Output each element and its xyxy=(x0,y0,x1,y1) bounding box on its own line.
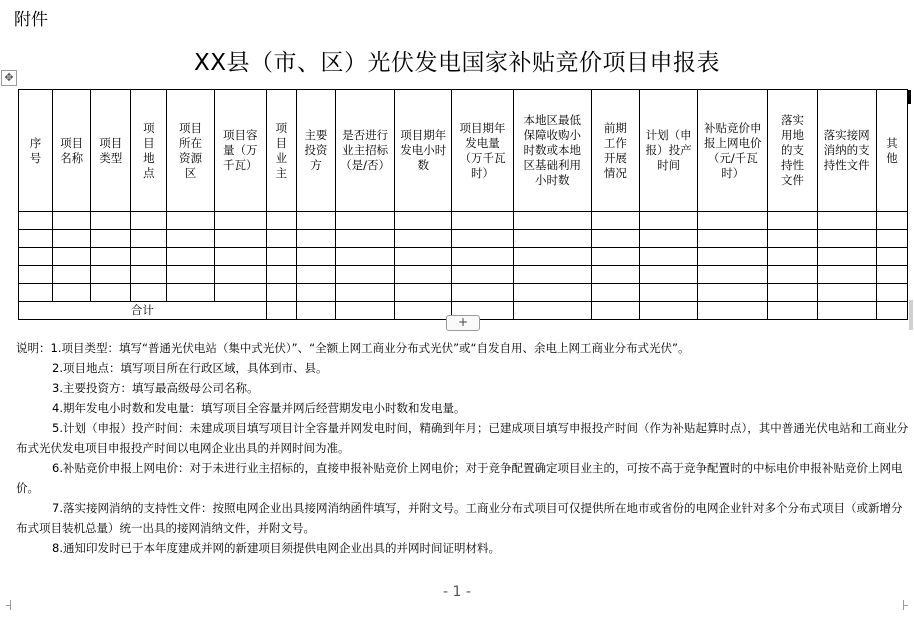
table-cell[interactable] xyxy=(817,302,876,320)
table-cell[interactable] xyxy=(817,248,876,266)
table-cell[interactable] xyxy=(91,230,131,248)
table-cell[interactable] xyxy=(214,266,266,284)
table-cell[interactable] xyxy=(131,248,167,266)
page-title: XX县（市、区）光伏发电国家补贴竞价项目申报表 xyxy=(193,50,720,76)
table-cell[interactable] xyxy=(131,284,167,302)
page-corner-mark xyxy=(10,600,11,610)
col-header: 项目类型 xyxy=(91,90,131,212)
table-cell[interactable] xyxy=(214,212,266,230)
table-cell[interactable] xyxy=(19,230,53,248)
table-header-row xyxy=(19,90,908,212)
table-cell[interactable] xyxy=(19,266,53,284)
table-cell[interactable] xyxy=(296,212,335,230)
table-cell[interactable] xyxy=(395,284,452,302)
table-cell[interactable] xyxy=(53,266,91,284)
table-body xyxy=(19,212,908,320)
col-header: 主要投资方 xyxy=(296,90,335,212)
table-cell[interactable] xyxy=(395,212,452,230)
col-header: 落实接网消纳的支持性文件 xyxy=(817,90,876,212)
table-cell[interactable] xyxy=(817,212,876,230)
table-cell[interactable] xyxy=(513,266,591,284)
table-cell[interactable] xyxy=(19,284,53,302)
table-cell[interactable] xyxy=(91,212,131,230)
table-cell[interactable] xyxy=(698,230,768,248)
table-cell[interactable] xyxy=(513,248,591,266)
table-cell[interactable] xyxy=(817,230,876,248)
col-header: 项目期年发电量（万千瓦时） xyxy=(452,90,513,212)
table-cell[interactable] xyxy=(395,266,452,284)
table-cell[interactable] xyxy=(266,284,296,302)
note-line: 5.计划（申报）投产时间：未建成项目填写项目计全容量并网发电时间，精确到年月；已建成项目填写申报投产时间（作为补贴起算时点），其中普通光伏电站和工商业分布式光伏发电项目申报投产时间以电网企业出具的并网时间为准。 xyxy=(16,421,909,455)
total-label: 合计 xyxy=(19,302,267,320)
table-cell[interactable] xyxy=(591,248,639,266)
table-cell[interactable] xyxy=(768,212,817,230)
table-cell[interactable] xyxy=(336,284,395,302)
table-cell[interactable] xyxy=(768,302,817,320)
table-cell[interactable] xyxy=(131,266,167,284)
table-cell[interactable] xyxy=(876,230,907,248)
table-cell[interactable] xyxy=(452,266,513,284)
table-cell[interactable] xyxy=(452,212,513,230)
table-cell[interactable] xyxy=(591,284,639,302)
table-cell[interactable] xyxy=(336,302,395,320)
table-cell[interactable] xyxy=(591,266,639,284)
table-cell[interactable] xyxy=(19,248,53,266)
table-cell[interactable] xyxy=(395,302,452,320)
table-cell[interactable] xyxy=(640,248,698,266)
table-cell[interactable] xyxy=(167,230,214,248)
table-cell[interactable] xyxy=(131,230,167,248)
table-cell[interactable] xyxy=(591,212,639,230)
table-row xyxy=(19,266,908,284)
col-header: 项目所在资源区 xyxy=(167,90,214,212)
table-cell[interactable] xyxy=(214,284,266,302)
table-cell[interactable] xyxy=(513,284,591,302)
table-cell[interactable] xyxy=(591,302,639,320)
table-cell[interactable] xyxy=(698,266,768,284)
note-line: 8.通知印发时已于本年度建成并网的新建项目须提供电网企业出具的并网时间证明材料。 xyxy=(52,541,500,555)
col-header: 补贴竞价申报上网电价（元/千瓦时） xyxy=(698,90,768,212)
table-row xyxy=(19,284,908,302)
page-corner-mark xyxy=(903,600,904,610)
table-cell[interactable] xyxy=(91,284,131,302)
table-cell[interactable] xyxy=(336,230,395,248)
table-cell[interactable] xyxy=(53,284,91,302)
table-cell[interactable] xyxy=(876,284,907,302)
table-cell[interactable] xyxy=(91,248,131,266)
col-header: 序号 xyxy=(19,90,53,212)
table-cell[interactable] xyxy=(876,266,907,284)
table-cell[interactable] xyxy=(452,248,513,266)
table-cell[interactable] xyxy=(640,266,698,284)
table-cell[interactable] xyxy=(53,248,91,266)
table-cell[interactable] xyxy=(395,230,452,248)
note-line: 3.主要投资方：填写最高级母公司名称。 xyxy=(52,381,259,395)
col-header: 是否进行业主招标（是/否） xyxy=(336,90,395,212)
table-cell[interactable] xyxy=(640,284,698,302)
table-cell[interactable] xyxy=(876,248,907,266)
table-cell[interactable] xyxy=(640,230,698,248)
col-header: 计划（申报）投产时间 xyxy=(640,90,698,212)
page-number: - 1 - xyxy=(443,584,471,600)
table-cell[interactable] xyxy=(768,284,817,302)
table-cell[interactable] xyxy=(266,230,296,248)
table-cell[interactable] xyxy=(768,266,817,284)
col-header: 项目名称 xyxy=(53,90,91,212)
col-header: 落实用地的支持性文件 xyxy=(768,90,817,212)
table-cell[interactable] xyxy=(591,230,639,248)
page-corner-mark xyxy=(904,605,908,612)
table-cell[interactable] xyxy=(513,302,591,320)
table-cell[interactable] xyxy=(768,248,817,266)
table-cell[interactable] xyxy=(214,248,266,266)
col-header: 其他 xyxy=(876,90,907,212)
plus-icon[interactable]: + xyxy=(446,315,480,331)
table-cell[interactable] xyxy=(640,302,698,320)
col-header: 项目期年发电小时数 xyxy=(395,90,452,212)
table-cell[interactable] xyxy=(452,230,513,248)
col-header: 前期工作开展情况 xyxy=(591,90,639,212)
table-row xyxy=(19,248,908,266)
table-cell[interactable] xyxy=(640,212,698,230)
declaration-table xyxy=(18,89,908,320)
table-row xyxy=(19,212,908,230)
table-cell[interactable] xyxy=(296,248,335,266)
table-cell[interactable] xyxy=(266,248,296,266)
table-cell[interactable] xyxy=(395,248,452,266)
table-cell[interactable] xyxy=(698,284,768,302)
table-cell[interactable] xyxy=(53,212,91,230)
note-line xyxy=(16,338,912,358)
table-cell[interactable] xyxy=(336,266,395,284)
table-cell[interactable] xyxy=(266,266,296,284)
table-cell[interactable] xyxy=(214,230,266,248)
table-cell[interactable] xyxy=(167,284,214,302)
table-cell[interactable] xyxy=(336,248,395,266)
col-header: 项目容量（万千瓦） xyxy=(214,90,266,212)
table-cell[interactable] xyxy=(513,230,591,248)
notes-lead: 说明： xyxy=(16,341,51,355)
table-cell[interactable] xyxy=(296,284,335,302)
notes-section xyxy=(16,338,912,558)
note-item: 1.项目类型：填写“普通光伏电站（集中式光伏）”、“全额上网工商业分布式光伏”或“自发自用、余电上网工商业分布式光伏”。 xyxy=(50,341,690,355)
table-row xyxy=(19,230,908,248)
table-cell[interactable] xyxy=(167,248,214,266)
table-cell[interactable] xyxy=(91,266,131,284)
table-cell[interactable] xyxy=(452,284,513,302)
col-header: 项目业主 xyxy=(266,90,296,212)
table-cell[interactable] xyxy=(167,266,214,284)
table-cell[interactable] xyxy=(266,212,296,230)
table-cell[interactable] xyxy=(296,266,335,284)
table-cell[interactable] xyxy=(266,302,296,320)
table-cell[interactable] xyxy=(817,284,876,302)
note-line: 6.补贴竞价申报上网电价：对于未进行业主招标的，直接申报补贴竞价上网电价；对于竞争配置确定项目业主的，可按不高于竞争配置时的中标电价申报补贴竞价上网电价。 xyxy=(16,461,903,495)
note-line: 7.落实接网消纳的支持性文件：按照电网企业出具接网消纳函件填写，并附文号。工商业分布式项目可仅提供所在地市或省份的电网企业针对多个分布式项目（或新增分布式项目装机总量）统一出具的接网消纳文件，并附文号。 xyxy=(16,501,903,535)
move-cross-icon[interactable]: ✥ xyxy=(1,70,17,86)
attachment-label: 附件 xyxy=(14,10,48,30)
table-cell[interactable] xyxy=(698,302,768,320)
table-cell[interactable] xyxy=(768,230,817,248)
table-cell[interactable] xyxy=(876,212,907,230)
table-cell[interactable] xyxy=(698,212,768,230)
note-line: 4.期年发电小时数和发电量：填写项目全容量并网后经营期发电小时数和发电量。 xyxy=(52,401,466,415)
col-header: 本地区最低保障收购小时数或本地区基础利用小时数 xyxy=(513,90,591,212)
table-cell[interactable] xyxy=(817,266,876,284)
column-resize-marker[interactable] xyxy=(908,90,911,104)
table-cell[interactable] xyxy=(296,230,335,248)
table-cell[interactable] xyxy=(513,212,591,230)
table-cell[interactable] xyxy=(167,212,214,230)
table-cell[interactable] xyxy=(876,302,907,320)
table-cell[interactable] xyxy=(698,248,768,266)
scrollbar-thumb[interactable] xyxy=(909,300,913,330)
note-line: 2.项目地点：填写项目所在行政区域，具体到市、县。 xyxy=(52,361,328,375)
table-cell[interactable] xyxy=(53,230,91,248)
table-cell[interactable] xyxy=(19,212,53,230)
table-cell[interactable] xyxy=(131,212,167,230)
table-cell[interactable] xyxy=(296,302,335,320)
col-header: 项目地点 xyxy=(131,90,167,212)
table-cell[interactable] xyxy=(336,212,395,230)
